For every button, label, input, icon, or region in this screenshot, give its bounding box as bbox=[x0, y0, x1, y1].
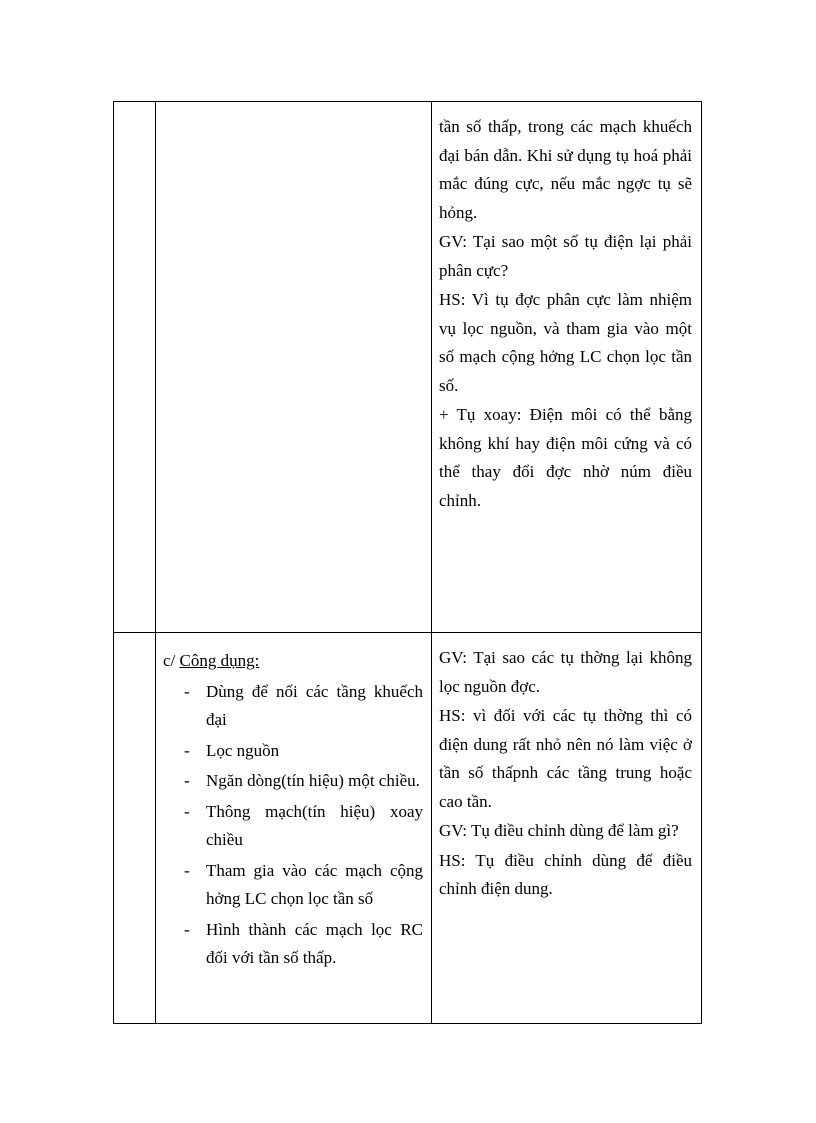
table-row bbox=[114, 102, 702, 633]
activity-paragraph: GV: Tại sao một số tụ điện lại phải phân cực? bbox=[439, 232, 692, 280]
list-item-text: Lọc nguồn bbox=[206, 740, 280, 760]
activity-paragraph: GV: Tại sao các tụ thờng lại không lọc nguồn đợc. bbox=[439, 648, 692, 696]
activity-paragraph: tần số thấp, trong các mạch khuếch đại bán dẫn. Khi sử dụng tụ hoá phải mắc đúng cực, nếu mắc ngợc tụ sẽ hỏng. bbox=[439, 117, 692, 222]
activity-cell bbox=[432, 633, 702, 1024]
dash-bullet: - bbox=[184, 681, 190, 701]
activity-paragraph: GV: Tụ điều chỉnh dùng để làm gì? bbox=[439, 821, 679, 840]
activity-paragraph: HS: vì đối với các tụ thờng thì có điện dung rất nhỏ nên nó làm việc ở tần số thấpnh các tầng trung hoặc cao tần. bbox=[439, 706, 692, 811]
heading-text: Công dụng: bbox=[179, 651, 260, 670]
list-item-text: Dùng để nối các tầng khuếch đại bbox=[206, 681, 423, 729]
list-item-text: Ngăn dòng(tín hiệu) một chiều. bbox=[206, 771, 420, 790]
content-cell bbox=[156, 633, 432, 1024]
list-item-text: Tham gia vào các mạch cộng hởng LC chọn lọc tần số bbox=[206, 860, 423, 908]
uses-list bbox=[163, 678, 423, 973]
index-cell bbox=[114, 633, 156, 1024]
dash-bullet: - bbox=[184, 860, 190, 880]
table-row bbox=[114, 633, 702, 1024]
index-cell bbox=[114, 102, 156, 633]
content-cell bbox=[156, 102, 432, 633]
dash-bullet: - bbox=[184, 919, 190, 939]
dash-bullet: - bbox=[184, 771, 190, 790]
dash-bullet: - bbox=[184, 801, 190, 821]
list-item bbox=[163, 916, 423, 973]
list-item-text: Thông mạch(tín hiệu) xoay chiều bbox=[206, 801, 423, 849]
list-item-text: Hình thành các mạch lọc RC đối với tần số thấp. bbox=[206, 919, 423, 967]
heading-prefix: c/ bbox=[163, 651, 180, 670]
activity-paragraph: + Tụ xoay: Điện môi có thể bằng không khí hay điện môi cứng và có thể thay đổi đợc nhờ núm điều chỉnh. bbox=[439, 405, 692, 510]
activity-paragraph: HS: Tụ điều chỉnh dùng để điều chỉnh điện dung. bbox=[439, 850, 692, 898]
list-item bbox=[163, 678, 423, 735]
activity-paragraph: HS: Vì tụ đợc phân cực làm nhiệm vụ lọc nguồn, và tham gia vào một số mạch cộng hởng LC chọn lọc tần số. bbox=[439, 290, 692, 395]
list-item bbox=[163, 767, 423, 796]
activity-cell bbox=[432, 102, 702, 633]
section-heading bbox=[163, 647, 423, 676]
dash-bullet: - bbox=[184, 740, 190, 760]
lesson-table bbox=[113, 101, 702, 1024]
list-item bbox=[163, 857, 423, 914]
list-item bbox=[163, 737, 423, 766]
list-item bbox=[163, 798, 423, 855]
